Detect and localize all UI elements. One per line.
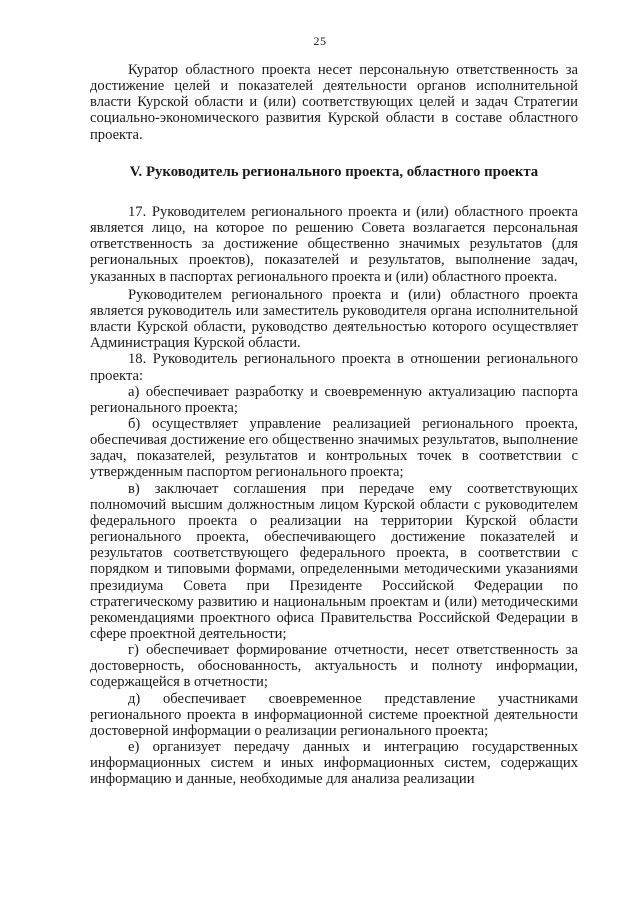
list-item-g: г) обеспечивает формирование отчетности, несет ответственность за достоверность, обоснованность, актуальность и полноту информации, содержащейся в отчетности; — [90, 642, 578, 691]
paragraph-17-cont: Руководителем регионального проекта и (или) областного проекта является руководитель или заместитель руководителя органа исполнительной власти Курской области, руководство деятельностью которого осуществляет Администрация Курской области. — [90, 286, 578, 352]
section-heading: V. Руководитель регионального проекта, областного проекта — [129, 163, 539, 180]
list-item-v: в) заключает соглашения при передаче ему соответствующих полномочий высшим должностным лицом Курской области с руководителем федерального проекта о реализации на территории Курской области регионального проекта, обеспечивающего достижение показателей и результатов соответствующего федерального проекта, в соответствии с порядком и типовыми формами, определенными методическими указаниями президиума Совета при Президенте Российской Федерации по стратегическому развитию и национальным проектам и (или) методическими рекомендациями проектного офиса Правительства Российской Федерации в сфере проектной деятельности; — [90, 480, 578, 642]
list-item-a: а) обеспечивает разработку и своевременную актуализацию паспорта регионального проекта; — [90, 383, 578, 416]
paragraph-18: 18. Руководитель регионального проекта в отношении регионального проекта: — [90, 351, 578, 384]
list-item-e: е) организует передачу данных и интеграцию государственных информационных систем и иных информационных систем, содержащих информацию и данные, необходимые для анализа реализации — [90, 739, 578, 788]
document-body — [90, 62, 578, 788]
paragraph-curator-responsibility: Куратор областного проекта несет персональную ответственность за достижение целей и показателей деятельности органов исполнительной власти Курской области и (или) соответствующих целей и задач Стратегии социально-экономического развития Курской области в составе областного проекта. — [90, 62, 578, 143]
list-item-b: б) осуществляет управление реализацией регионального проекта, обеспечивая достижение его общественно значимых результатов, выполнение задач, показателей, результатов и контрольных точек в соответствии с утвержденным паспортом регионального проекта; — [90, 415, 578, 481]
page-number: 25 — [313, 34, 327, 48]
list-item-d: д) обеспечивает своевременное представление участниками регионального проекта в информационной системе проектной деятельности достоверной информации о реализации регионального проекта; — [90, 690, 578, 739]
paragraph-17: 17. Руководителем регионального проекта и (или) областного проекта является лицо, на которое по решению Совета возлагается персональная ответственность за достижение общественно значимых результатов (для региональных проектов), показателей и результатов, выполнение задач, указанных в паспортах регионального проекта и (или) областного проекта. — [90, 203, 578, 285]
